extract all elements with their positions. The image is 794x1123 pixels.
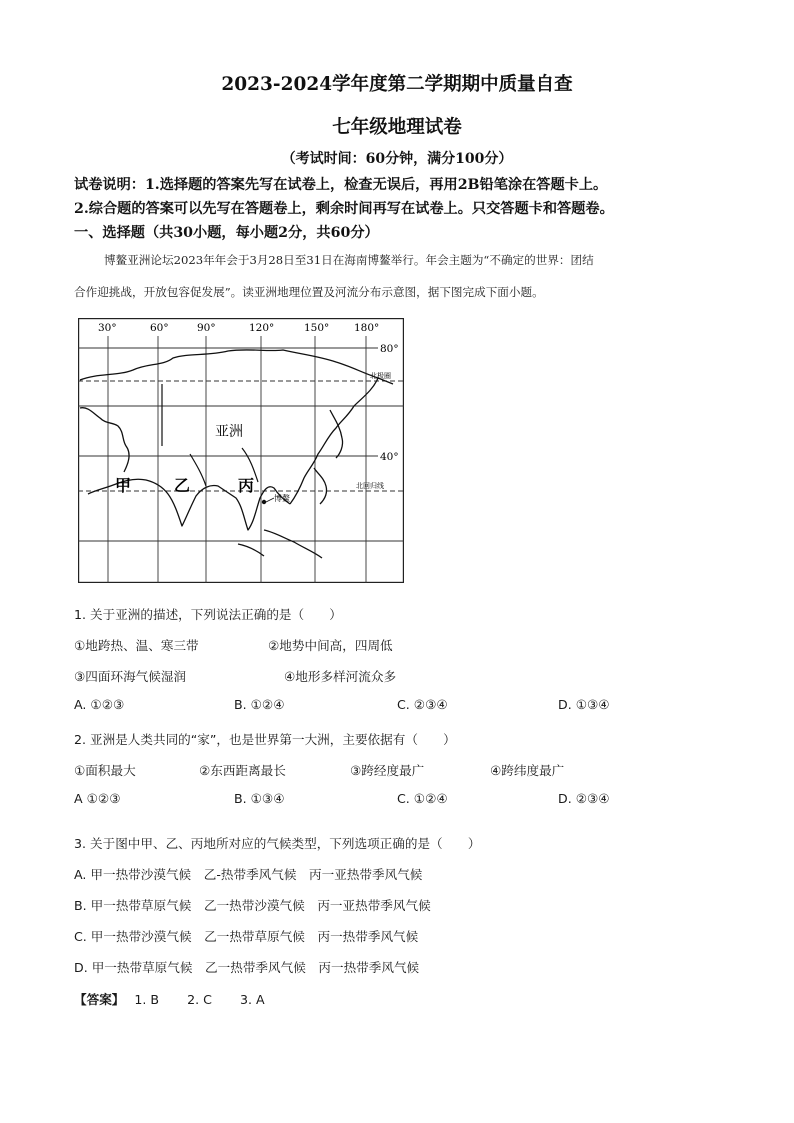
question-2-statement-2: ②东西距离最长	[199, 763, 286, 778]
question-2-statement-1: ①面积最大	[74, 763, 136, 778]
question-2-statement-3: ③跨经度最广	[350, 763, 425, 778]
answer-1: 1. B	[134, 992, 160, 1007]
region-label-jia: 甲	[115, 476, 132, 495]
exam-subtitle: 七年级地理试卷	[332, 117, 462, 138]
question-2-option-b[interactable]: B. ①③④	[234, 791, 285, 806]
lon-label-90: 90°	[197, 322, 216, 334]
passage-line-2: 合作迎挑战，开放包容促发展”。读亚洲地理位置及河流分布示意图，据下图完成下面小题。	[74, 285, 544, 299]
question-2-option-a[interactable]: A ①②③	[74, 791, 121, 806]
question-1-statement-3: ③四面环海气候湿润	[74, 669, 187, 684]
lat-label-80: 80°	[380, 343, 399, 355]
question-3-option-b[interactable]: B. 甲一热带草原气候 乙一热带沙漠气候 丙一亚热带季风气候	[74, 898, 431, 913]
question-1-option-c[interactable]: C. ②③④	[397, 697, 448, 712]
exam-title: 2023-2024学年度第二学期期中质量自查	[221, 74, 573, 95]
question-3-option-a[interactable]: A. 甲一热带沙漠气候 乙-热带季风气候 丙一亚热带季风气候	[74, 867, 423, 882]
instructions-line-1: 试卷说明：1.选择题的答案先写在试卷上，检查无误后，再用2B铅笔涂在答题卡上。	[74, 177, 608, 193]
arctic-circle-label: 北极圈	[370, 372, 391, 380]
lon-label-120: 120°	[249, 322, 275, 334]
tropic-of-cancer-label: 北回归线	[356, 482, 384, 490]
answer-3: 3. A	[239, 992, 265, 1007]
region-label-yi: 乙	[174, 476, 191, 495]
question-1-option-a[interactable]: A. ①②③	[74, 697, 125, 712]
question-2-statement-4: ④跨纬度最广	[490, 763, 565, 778]
question-2-option-d[interactable]: D. ②③④	[558, 791, 610, 806]
answer-2: 2. C	[187, 992, 212, 1007]
question-3-option-c[interactable]: C. 甲一热带沙漠气候 乙一热带草原气候 丙一热带季风气候	[74, 929, 419, 944]
lon-label-60: 60°	[150, 322, 169, 334]
section-heading: 一、选择题（共30小题，每小题2分，共60分）	[74, 225, 379, 241]
question-2-option-c[interactable]: C. ①②④	[397, 791, 448, 806]
lon-label-150: 150°	[304, 322, 330, 334]
question-1-statement-2: ②地势中间高，四周低	[268, 638, 393, 653]
question-3-stem: 3. 关于图中甲、乙、丙地所对应的气候类型，下列选项正确的是（ ）	[74, 836, 481, 851]
lat-label-40: 40°	[380, 451, 399, 463]
boao-marker-icon	[262, 500, 266, 504]
passage-line-1: 博鳌亚洲论坛2023年年会于3月28日至31日在海南博鳌举行。年会主题为“不确定的世界：团结	[104, 253, 594, 267]
region-label-bing: 丙	[238, 476, 255, 495]
question-3-option-d[interactable]: D. 甲一热带草原气候 乙一热带季风气候 丙一热带季风气候	[74, 960, 420, 975]
place-label-boao: 博鳌	[274, 494, 290, 503]
lon-label-30: 30°	[98, 322, 117, 334]
answer-line	[74, 989, 265, 1008]
question-2-stem: 2. 亚洲是人类共同的“家”，也是世界第一大洲，主要依据有（ ）	[74, 732, 456, 747]
instructions-line-2: 2.综合题的答案可以先写在答题卷上，剩余时间再写在试卷上。只交答题卡和答题卷。	[74, 201, 614, 217]
question-1-statement-1: ①地跨热、温、寒三带	[74, 638, 199, 653]
lon-label-180: 180°	[354, 322, 380, 334]
continent-label-asia: 亚洲	[215, 424, 243, 440]
answer-tag: 【答案】	[74, 992, 125, 1007]
question-1-statement-4: ④地形多样河流众多	[284, 669, 397, 684]
exam-time-note: （考试时间：60分钟，满分100分）	[281, 151, 513, 167]
asia-map-figure	[78, 318, 404, 583]
question-1-stem: 1. 关于亚洲的描述，下列说法正确的是（ ）	[74, 607, 342, 622]
question-1-option-d[interactable]: D. ①③④	[558, 697, 610, 712]
question-1-option-b[interactable]: B. ①②④	[234, 697, 285, 712]
asia-map	[78, 318, 404, 583]
